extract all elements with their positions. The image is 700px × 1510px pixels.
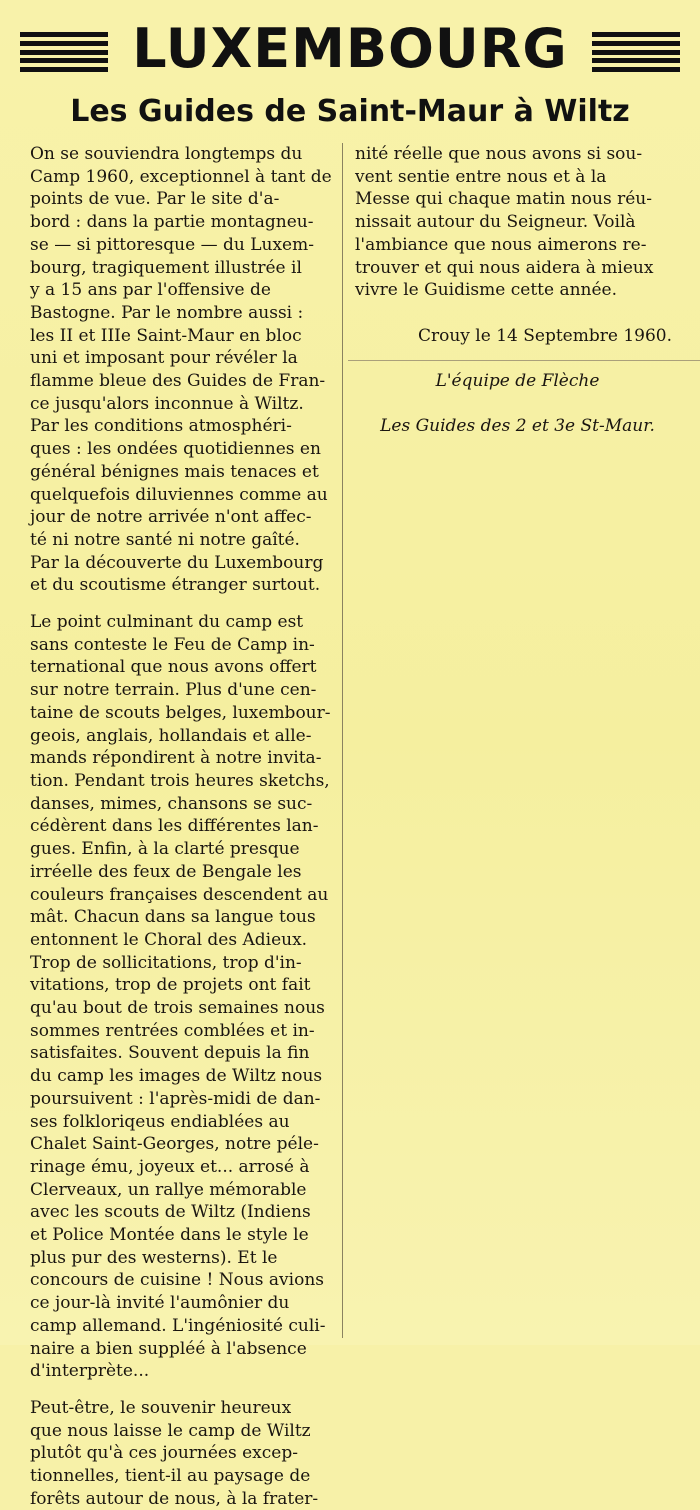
signature-group: Les Guides des 2 et 3e St-Maur. <box>380 416 655 437</box>
headline: LUXEMBOURG <box>132 17 568 80</box>
article-column-1 <box>30 143 335 1509</box>
decorative-rules-left <box>20 32 108 72</box>
signature-block <box>355 302 680 461</box>
column-end-rule <box>348 360 700 361</box>
paragraph-2: Le point culminant du camp est sans conteste le Feu de Camp in- ternational que nous avons offert sur notre terrain. Plus d'une cen- taine de scouts belges, luxembour- geois, anglais, hollandais et alle- mands répondirent à notre invita- tion. Pendant trois heures sketchs, danses, mimes, chansons se suc- cédèrent dans les différentes lan- gues. Enfin, à la clarté presque irréelle des feux de Bengale les couleurs françaises descendent au mât. Chacun dans sa langue tous entonnent le Choral des Adieux. Trop de sollicitations, trop d'in- vitations, trop de projets ont fait qu'au bout de trois semaines nous sommes rentrées comblées et in- satisfaites. Souvent depuis la fin du camp les images de Wiltz nous poursuivent : l'après-midi de dan- ses folkloriqeus endiablées au Chalet Saint-Georges, notre péle- rinage ému, joyeux et... arrosé à Clerveaux, un rallye mémorable avec les scouts de Wiltz (Indiens et Police Montée dans le style le plus pur des westerns). Et le concours de cuisine ! Nous avions ce jour-là invité l'aumônier du camp allemand. L'ingéniosité culi- naire a bien suppléé à l'absence d'interprète... <box>30 612 331 1382</box>
paragraph-3: Peut-être, le souvenir heureux que nous laisse le camp de Wiltz plutôt qu'à ces journées excep- tionnelles, tient-il au paysage de forêts autour de nous, à la frater- <box>30 1397 319 1509</box>
masthead <box>20 14 680 84</box>
decorative-rules-right <box>592 32 680 72</box>
paragraph-4: nité réelle que nous avons si sou- vent sentie entre nous et à la Messe qui chaque matin nous réu- nissait autour du Seigneur. Voilà l'ambiance que nous aimerons re- trouver et qui nous aidera à mieux vivre le Guidisme cette année. <box>355 144 654 301</box>
signature-date: Crouy le 14 Septembre 1960. <box>417 325 672 346</box>
column-divider <box>342 143 343 1338</box>
article-subtitle: Les Guides de Saint-Maur à Wiltz <box>70 94 630 129</box>
article-column-2 <box>355 143 680 437</box>
paragraph-1: On se souviendra longtemps du Camp 1960, exceptionnel à tant de points de vue. Par le site d'a- bord : dans la partie montagneu- se — si pittoresque — du Luxem- bourg, tragiquement illustrée il y a 15 ans par l'offensive de Bastogne. Par le nombre aussi : les II et IIIe Saint-Maur en bloc uni et imposant pour révéler la flamme bleue des Guides de Fran- ce jusqu'alors inconnue à Wiltz. Par les conditions atmosphéri- ques : les ondées quotidiennes en général bénignes mais tenaces et quelquefois diluviennes comme au jour de notre arrivée n'ont affec- té ni notre santé ni notre gaîté. Par la découverte du Luxembourg et du scoutisme étranger surtout. <box>30 144 332 596</box>
signature-team: L'équipe de Flèche <box>435 371 600 392</box>
